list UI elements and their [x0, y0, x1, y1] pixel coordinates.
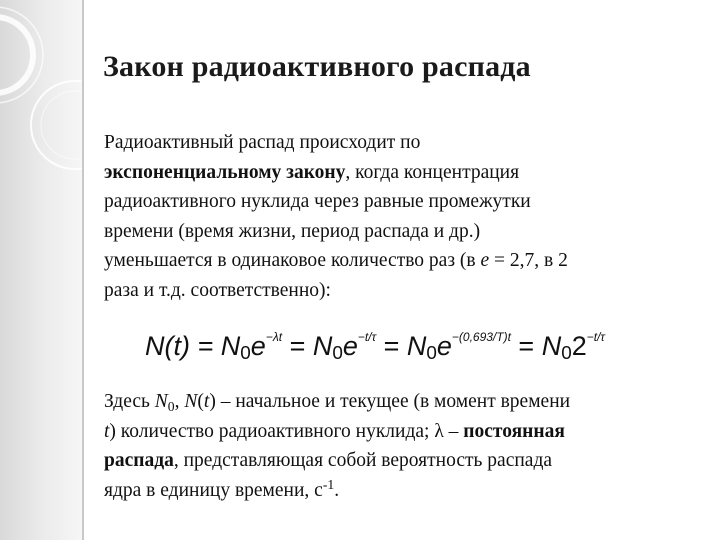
text-fragment: Здесь — [104, 391, 155, 412]
formula-n: N — [541, 331, 562, 361]
formula-exponent: −t/τ — [357, 330, 377, 344]
formula-e: e — [250, 331, 266, 361]
formula-e: e — [342, 331, 358, 361]
text-line: раза и т.д. соответственно): — [104, 279, 331, 301]
bold-term: экспоненциальному закону — [104, 161, 346, 183]
formula-eq: = — [282, 331, 313, 361]
symbol-t: t — [104, 420, 110, 442]
superscript: -1 — [322, 476, 335, 492]
formula-base: 2 — [571, 331, 587, 361]
text-fragment: ядра в единицу времени, с — [104, 479, 323, 501]
text-line: , когда концентрация — [345, 161, 520, 183]
text-fragment: . — [334, 479, 340, 501]
formula-subscript: 0 — [561, 343, 572, 364]
symbol-lambda: λ — [434, 420, 444, 442]
formula-subscript: 0 — [332, 343, 343, 364]
formula-exponent: −t/τ — [586, 330, 605, 344]
symbol-t: t — [203, 391, 210, 412]
text-fragment: , — [174, 391, 185, 412]
symbol-n: N — [184, 391, 198, 412]
intro-paragraph — [104, 128, 694, 305]
text-fragment: – — [443, 420, 464, 442]
decorative-sidebar — [0, 0, 82, 540]
formula-lhs: N(t) = — [145, 331, 221, 361]
decorative-rings-icon — [0, 0, 82, 540]
formula-e: e — [436, 331, 452, 361]
explanation-paragraph — [104, 387, 694, 505]
bold-term: распада — [104, 450, 174, 471]
text-line: уменьшается в одинаковое количество раз (в — [104, 250, 481, 271]
text-line: времени (время жизни, период распада и др.) — [104, 220, 481, 242]
formula-eq: = — [376, 331, 407, 361]
subscript: 0 — [167, 399, 175, 414]
text-fragment: ( — [197, 391, 204, 412]
formula-eq: = — [510, 331, 542, 361]
formula-n: N — [406, 331, 427, 361]
formula-n: N — [312, 331, 333, 361]
text-fragment: – начальное и текущее (в момент времени — [215, 391, 571, 412]
formula-subscript: 0 — [240, 343, 251, 364]
formula-exponent: −λt — [265, 330, 283, 344]
text-fragment: , представляющая собой вероятность распада — [173, 450, 553, 471]
bold-term: постоянная — [463, 420, 565, 442]
text-fragment: ) — [209, 391, 216, 412]
text-line: = 2,7, в 2 — [489, 250, 568, 271]
formula-n: N — [220, 331, 241, 361]
decay-formula — [145, 330, 655, 370]
symbol-n: N — [154, 391, 168, 412]
text-fragment: ) количество радиоактивного нуклида; — [109, 420, 435, 442]
formula-exponent: −(0,693/T)t — [451, 330, 511, 344]
sidebar-divider — [82, 0, 84, 540]
text-line: радиоактивного нуклида через равные промежутки — [104, 191, 531, 212]
formula-subscript: 0 — [426, 343, 437, 364]
slide-title: Закон радиоактивного распада — [103, 50, 531, 83]
e-symbol: e — [480, 250, 490, 271]
text-line: Радиоактивный распад происходит по — [104, 132, 421, 153]
